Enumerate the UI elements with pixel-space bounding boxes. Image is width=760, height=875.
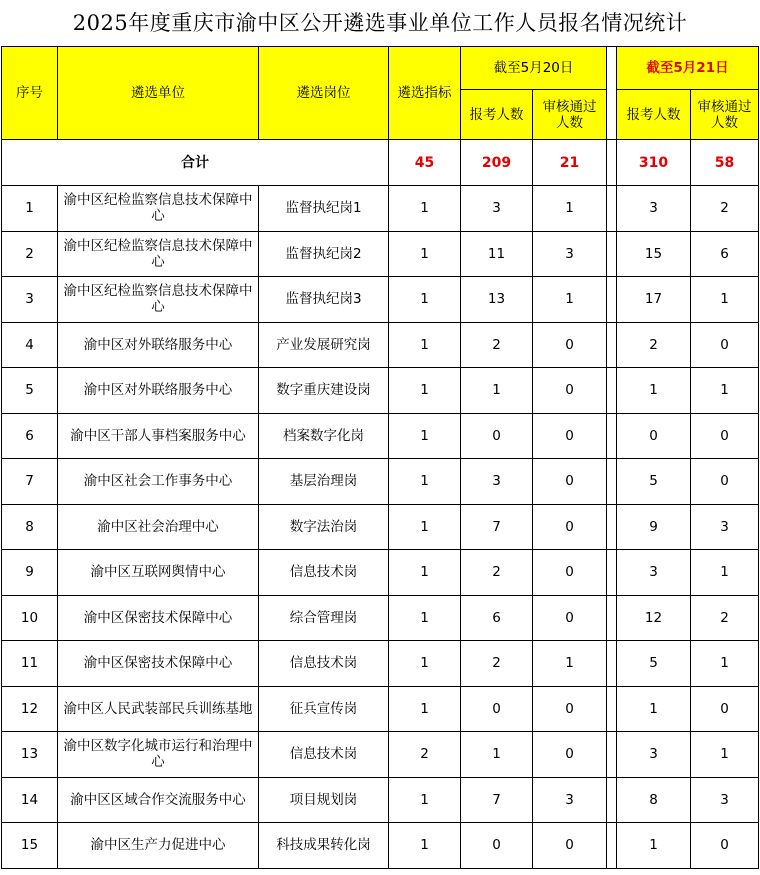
row-p2-passed: 3 [691, 504, 759, 550]
row-p2-passed: 2 [691, 595, 759, 641]
row-unit: 渝中区保密技术保障中心 [58, 641, 259, 687]
row-position: 信息技术岗 [259, 550, 389, 596]
header-p1-passed: 审核通过人数 [533, 90, 607, 140]
row-p2-applied: 5 [617, 641, 691, 687]
row-p1-applied: 1 [461, 368, 533, 414]
column-gap [607, 459, 617, 505]
row-unit: 渝中区社会工作事务中心 [58, 459, 259, 505]
row-seq: 8 [2, 504, 58, 550]
row-p1-applied: 3 [461, 459, 533, 505]
row-p1-passed: 1 [533, 186, 607, 232]
row-p2-passed: 0 [691, 459, 759, 505]
column-gap [607, 777, 617, 823]
row-p1-applied: 3 [461, 186, 533, 232]
row-p1-passed: 1 [533, 277, 607, 323]
row-p1-applied: 13 [461, 277, 533, 323]
row-position: 数字重庆建设岗 [259, 368, 389, 414]
row-position: 信息技术岗 [259, 641, 389, 687]
row-p2-passed: 1 [691, 368, 759, 414]
row-p2-applied: 0 [617, 413, 691, 459]
total-p2-passed: 58 [691, 140, 759, 186]
table-header [2, 47, 759, 140]
column-gap [607, 550, 617, 596]
row-unit: 渝中区社会治理中心 [58, 504, 259, 550]
column-gap [607, 186, 617, 232]
row-p1-passed: 0 [533, 368, 607, 414]
row-position: 征兵宣传岗 [259, 686, 389, 732]
column-gap [607, 140, 617, 186]
table-row [2, 459, 759, 505]
row-quota: 1 [389, 459, 461, 505]
row-unit: 渝中区生产力促进中心 [58, 823, 259, 869]
row-p1-applied: 2 [461, 641, 533, 687]
row-seq: 4 [2, 322, 58, 368]
row-seq: 6 [2, 413, 58, 459]
row-position: 数字法治岗 [259, 504, 389, 550]
row-unit: 渝中区对外联络服务中心 [58, 368, 259, 414]
row-quota: 1 [389, 368, 461, 414]
row-seq: 14 [2, 777, 58, 823]
row-seq: 9 [2, 550, 58, 596]
row-quota: 1 [389, 777, 461, 823]
row-p2-applied: 3 [617, 550, 691, 596]
row-unit: 渝中区纪检监察信息技术保障中心 [58, 277, 259, 323]
header-quota: 遴选指标 [389, 47, 461, 140]
table-row [2, 413, 759, 459]
row-p2-applied: 15 [617, 231, 691, 277]
row-seq: 7 [2, 459, 58, 505]
row-unit: 渝中区数字化城市运行和治理中心 [58, 732, 259, 778]
column-gap [607, 686, 617, 732]
column-gap [607, 368, 617, 414]
column-gap [607, 641, 617, 687]
table-row [2, 777, 759, 823]
row-p1-passed: 0 [533, 413, 607, 459]
row-p1-passed: 1 [533, 641, 607, 687]
row-seq: 13 [2, 732, 58, 778]
row-p1-passed: 3 [533, 231, 607, 277]
registration-table [1, 46, 759, 869]
row-p2-passed: 6 [691, 231, 759, 277]
row-p1-applied: 1 [461, 732, 533, 778]
row-unit: 渝中区互联网舆情中心 [58, 550, 259, 596]
header-p1-applied: 报考人数 [461, 90, 533, 140]
column-gap [607, 413, 617, 459]
row-p2-passed: 1 [691, 641, 759, 687]
row-p1-passed: 0 [533, 686, 607, 732]
row-position: 档案数字化岗 [259, 413, 389, 459]
row-p1-applied: 2 [461, 322, 533, 368]
row-p1-applied: 7 [461, 777, 533, 823]
row-p2-passed: 1 [691, 732, 759, 778]
row-position: 产业发展研究岗 [259, 322, 389, 368]
row-quota: 1 [389, 686, 461, 732]
total-p1-passed: 21 [533, 140, 607, 186]
row-quota: 1 [389, 186, 461, 232]
row-position: 项目规划岗 [259, 777, 389, 823]
row-p2-applied: 3 [617, 732, 691, 778]
row-seq: 12 [2, 686, 58, 732]
row-p2-passed: 0 [691, 823, 759, 869]
column-gap [607, 595, 617, 641]
row-seq: 10 [2, 595, 58, 641]
table-row [2, 595, 759, 641]
row-p2-applied: 1 [617, 823, 691, 869]
row-p2-applied: 8 [617, 777, 691, 823]
row-position: 监督执纪岗2 [259, 231, 389, 277]
row-p2-passed: 1 [691, 550, 759, 596]
column-gap [607, 823, 617, 869]
row-seq: 3 [2, 277, 58, 323]
header-seq: 序号 [2, 47, 58, 140]
table-row [2, 686, 759, 732]
row-p2-applied: 12 [617, 595, 691, 641]
column-gap [607, 277, 617, 323]
row-p2-passed: 2 [691, 186, 759, 232]
row-unit: 渝中区区域合作交流服务中心 [58, 777, 259, 823]
total-quota: 45 [389, 140, 461, 186]
row-position: 监督执纪岗1 [259, 186, 389, 232]
row-seq: 15 [2, 823, 58, 869]
table-row [2, 322, 759, 368]
row-seq: 2 [2, 231, 58, 277]
row-p1-applied: 0 [461, 686, 533, 732]
row-p2-applied: 1 [617, 686, 691, 732]
table-row [2, 550, 759, 596]
row-p1-applied: 6 [461, 595, 533, 641]
row-unit: 渝中区人民武装部民兵训练基地 [58, 686, 259, 732]
table-row [2, 231, 759, 277]
header-p2-applied: 报考人数 [617, 90, 691, 140]
total-label: 合计 [2, 140, 389, 186]
row-p2-passed: 0 [691, 686, 759, 732]
row-p1-passed: 0 [533, 732, 607, 778]
header-period-may21: 截至5月21日 [617, 47, 759, 90]
row-quota: 1 [389, 823, 461, 869]
column-gap [607, 47, 617, 140]
table-body [2, 186, 759, 869]
row-position: 科技成果转化岗 [259, 823, 389, 869]
row-p2-applied: 1 [617, 368, 691, 414]
row-unit: 渝中区纪检监察信息技术保障中心 [58, 231, 259, 277]
header-position: 遴选岗位 [259, 47, 389, 140]
row-quota: 1 [389, 277, 461, 323]
row-quota: 2 [389, 732, 461, 778]
row-p2-applied: 17 [617, 277, 691, 323]
total-row [2, 140, 759, 186]
row-quota: 1 [389, 550, 461, 596]
row-p1-passed: 0 [533, 823, 607, 869]
row-p2-applied: 5 [617, 459, 691, 505]
total-p2-applied: 310 [617, 140, 691, 186]
row-unit: 渝中区纪检监察信息技术保障中心 [58, 186, 259, 232]
row-position: 信息技术岗 [259, 732, 389, 778]
row-quota: 1 [389, 322, 461, 368]
row-p2-passed: 0 [691, 322, 759, 368]
row-p1-applied: 0 [461, 823, 533, 869]
row-position: 综合管理岗 [259, 595, 389, 641]
page-title: 2025年度重庆市渝中区公开遴选事业单位工作人员报名情况统计 [72, 11, 688, 35]
column-gap [607, 732, 617, 778]
row-p1-passed: 3 [533, 777, 607, 823]
row-p1-passed: 0 [533, 550, 607, 596]
row-unit: 渝中区对外联络服务中心 [58, 322, 259, 368]
row-position: 基层治理岗 [259, 459, 389, 505]
table-row [2, 641, 759, 687]
column-gap [607, 322, 617, 368]
row-unit: 渝中区干部人事档案服务中心 [58, 413, 259, 459]
header-period-may20: 截至5月20日 [461, 47, 607, 90]
row-quota: 1 [389, 231, 461, 277]
table-row [2, 277, 759, 323]
table-row [2, 186, 759, 232]
row-p1-applied: 2 [461, 550, 533, 596]
table-row [2, 368, 759, 414]
column-gap [607, 231, 617, 277]
row-p2-passed: 3 [691, 777, 759, 823]
row-p2-passed: 0 [691, 413, 759, 459]
table-row [2, 823, 759, 869]
row-quota: 1 [389, 413, 461, 459]
row-p1-applied: 11 [461, 231, 533, 277]
row-position: 监督执纪岗3 [259, 277, 389, 323]
table-row [2, 504, 759, 550]
row-p2-passed: 1 [691, 277, 759, 323]
row-quota: 1 [389, 504, 461, 550]
header-unit: 遴选单位 [58, 47, 259, 140]
row-p1-passed: 0 [533, 595, 607, 641]
row-quota: 1 [389, 641, 461, 687]
row-unit: 渝中区保密技术保障中心 [58, 595, 259, 641]
column-gap [607, 504, 617, 550]
row-p1-applied: 7 [461, 504, 533, 550]
row-p2-applied: 9 [617, 504, 691, 550]
row-seq: 5 [2, 368, 58, 414]
row-p1-passed: 0 [533, 459, 607, 505]
row-p2-applied: 2 [617, 322, 691, 368]
row-p1-applied: 0 [461, 413, 533, 459]
total-p1-applied: 209 [461, 140, 533, 186]
row-p2-applied: 3 [617, 186, 691, 232]
table-row [2, 732, 759, 778]
row-p1-passed: 0 [533, 504, 607, 550]
row-seq: 11 [2, 641, 58, 687]
row-seq: 1 [2, 186, 58, 232]
row-quota: 1 [389, 595, 461, 641]
header-p2-passed: 审核通过人数 [691, 90, 759, 140]
row-p1-passed: 0 [533, 322, 607, 368]
